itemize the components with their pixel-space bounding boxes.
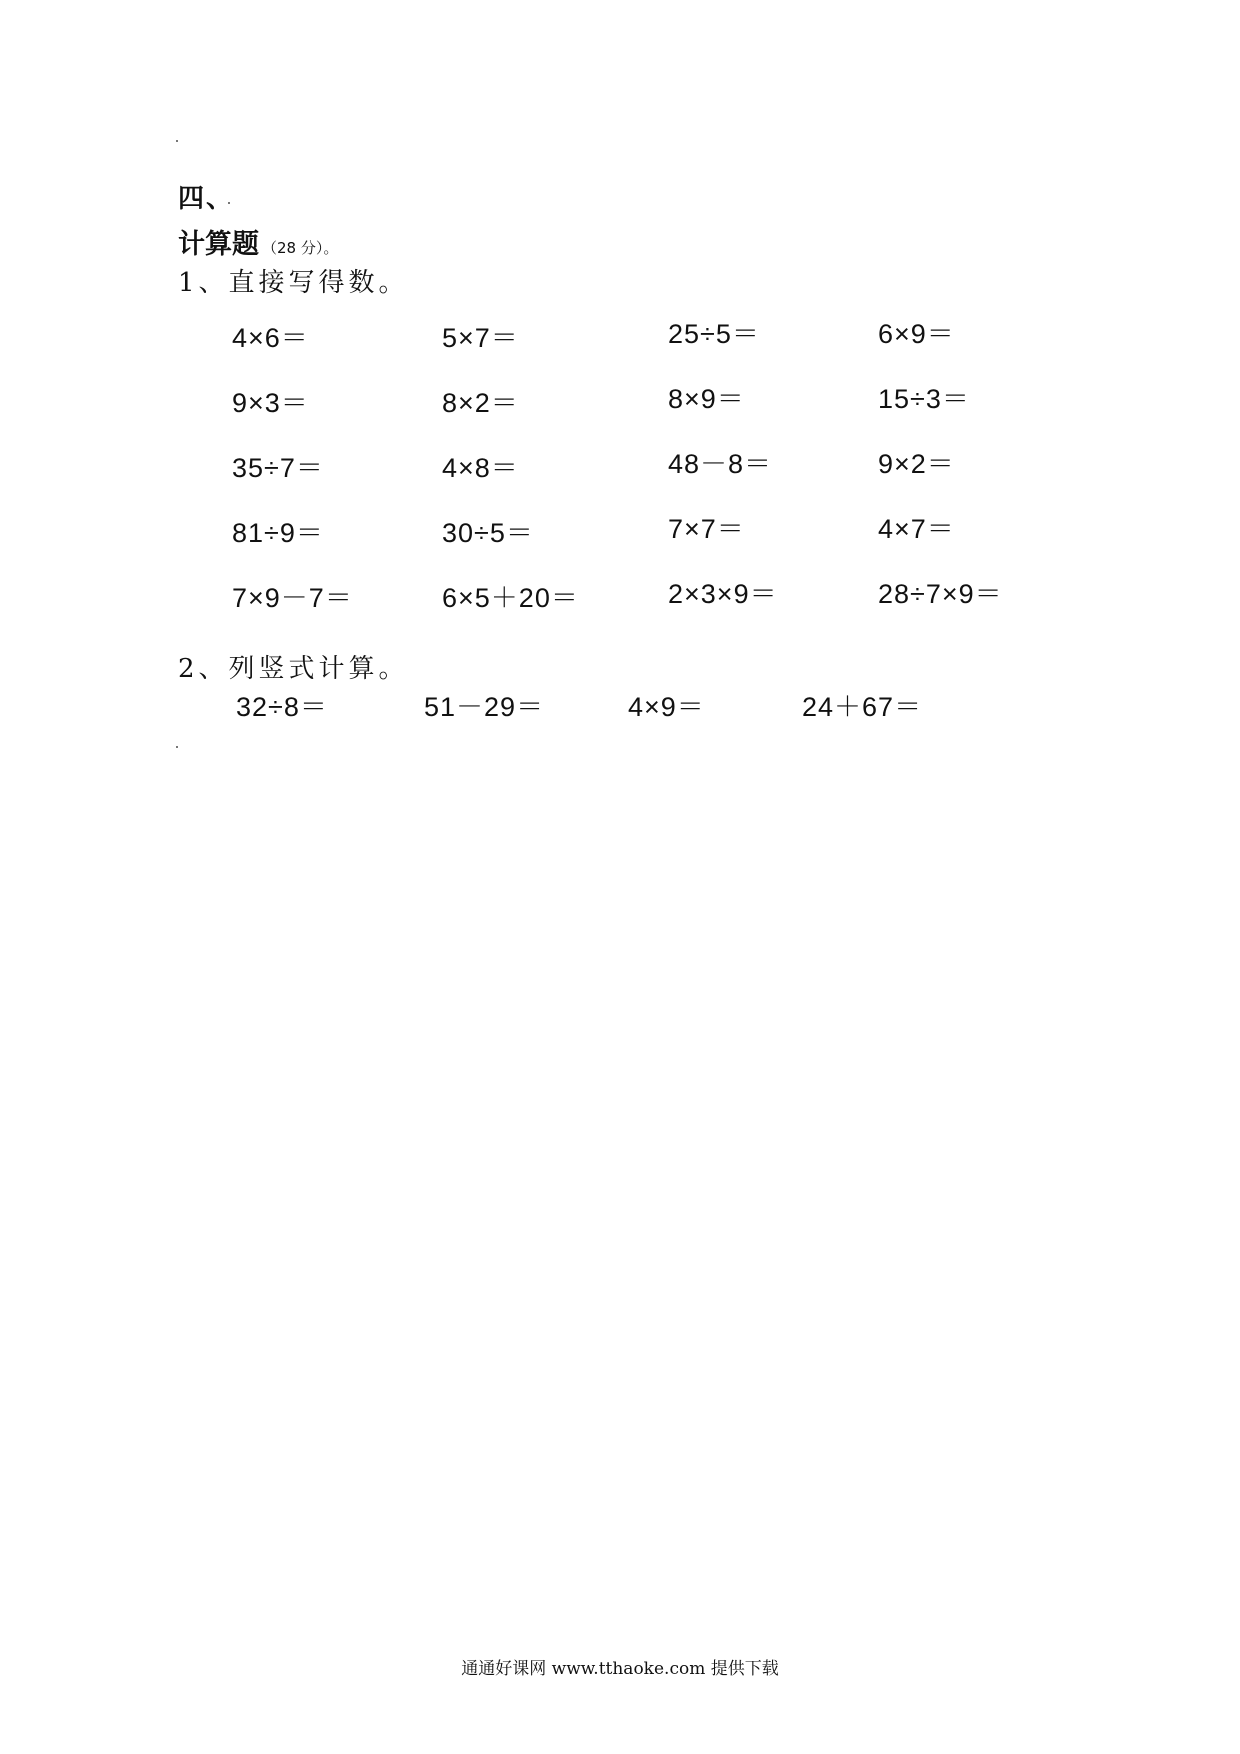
q1-expression: 8×2＝ (442, 388, 519, 418)
section-number: 四、 (178, 184, 235, 214)
q1-expression: 30÷5＝ (442, 518, 534, 548)
q1-expression: 7×7＝ (668, 514, 745, 544)
footer-credit: 通通好课网 www.tthaoke.com 提供下载 (461, 1659, 779, 1679)
section-points: （28 分）。 (262, 239, 339, 257)
section-title (178, 222, 338, 261)
q1-expression: 4×7＝ (878, 514, 955, 544)
scan-mark (176, 140, 178, 142)
section-title-text: 计算题 (178, 229, 259, 260)
q2-expression: 24＋67＝ (802, 692, 923, 722)
q1-expression: 2×3×9＝ (668, 579, 778, 609)
q1-expression: 35÷7＝ (232, 453, 324, 483)
q2-expression: 51－29＝ (424, 692, 545, 722)
q1-title: 1、直接写得数。 (178, 268, 409, 298)
q1-expression: 4×8＝ (442, 453, 519, 483)
scan-mark (176, 746, 178, 748)
q1-expression: 4×6＝ (232, 323, 309, 353)
q1-expression: 48－8＝ (668, 449, 773, 479)
q1-expression: 81÷9＝ (232, 518, 324, 548)
q1-expression: 7×9－7＝ (232, 583, 353, 613)
q1-expression: 28÷7×9＝ (878, 579, 1003, 609)
q1-expression: 25÷5＝ (668, 319, 760, 349)
q1-expression: 15÷3＝ (878, 384, 970, 414)
q1-expression: 9×3＝ (232, 388, 309, 418)
q2-title: 2、列竖式计算。 (178, 654, 409, 684)
q1-expression: 8×9＝ (668, 384, 745, 414)
q1-expression: 6×9＝ (878, 319, 955, 349)
q1-expression: 9×2＝ (878, 449, 955, 479)
q1-expression: 6×5＋20＝ (442, 583, 579, 613)
q2-expression: 4×9＝ (628, 692, 705, 722)
q1-expression: 5×7＝ (442, 323, 519, 353)
q2-expression: 32÷8＝ (236, 692, 328, 722)
